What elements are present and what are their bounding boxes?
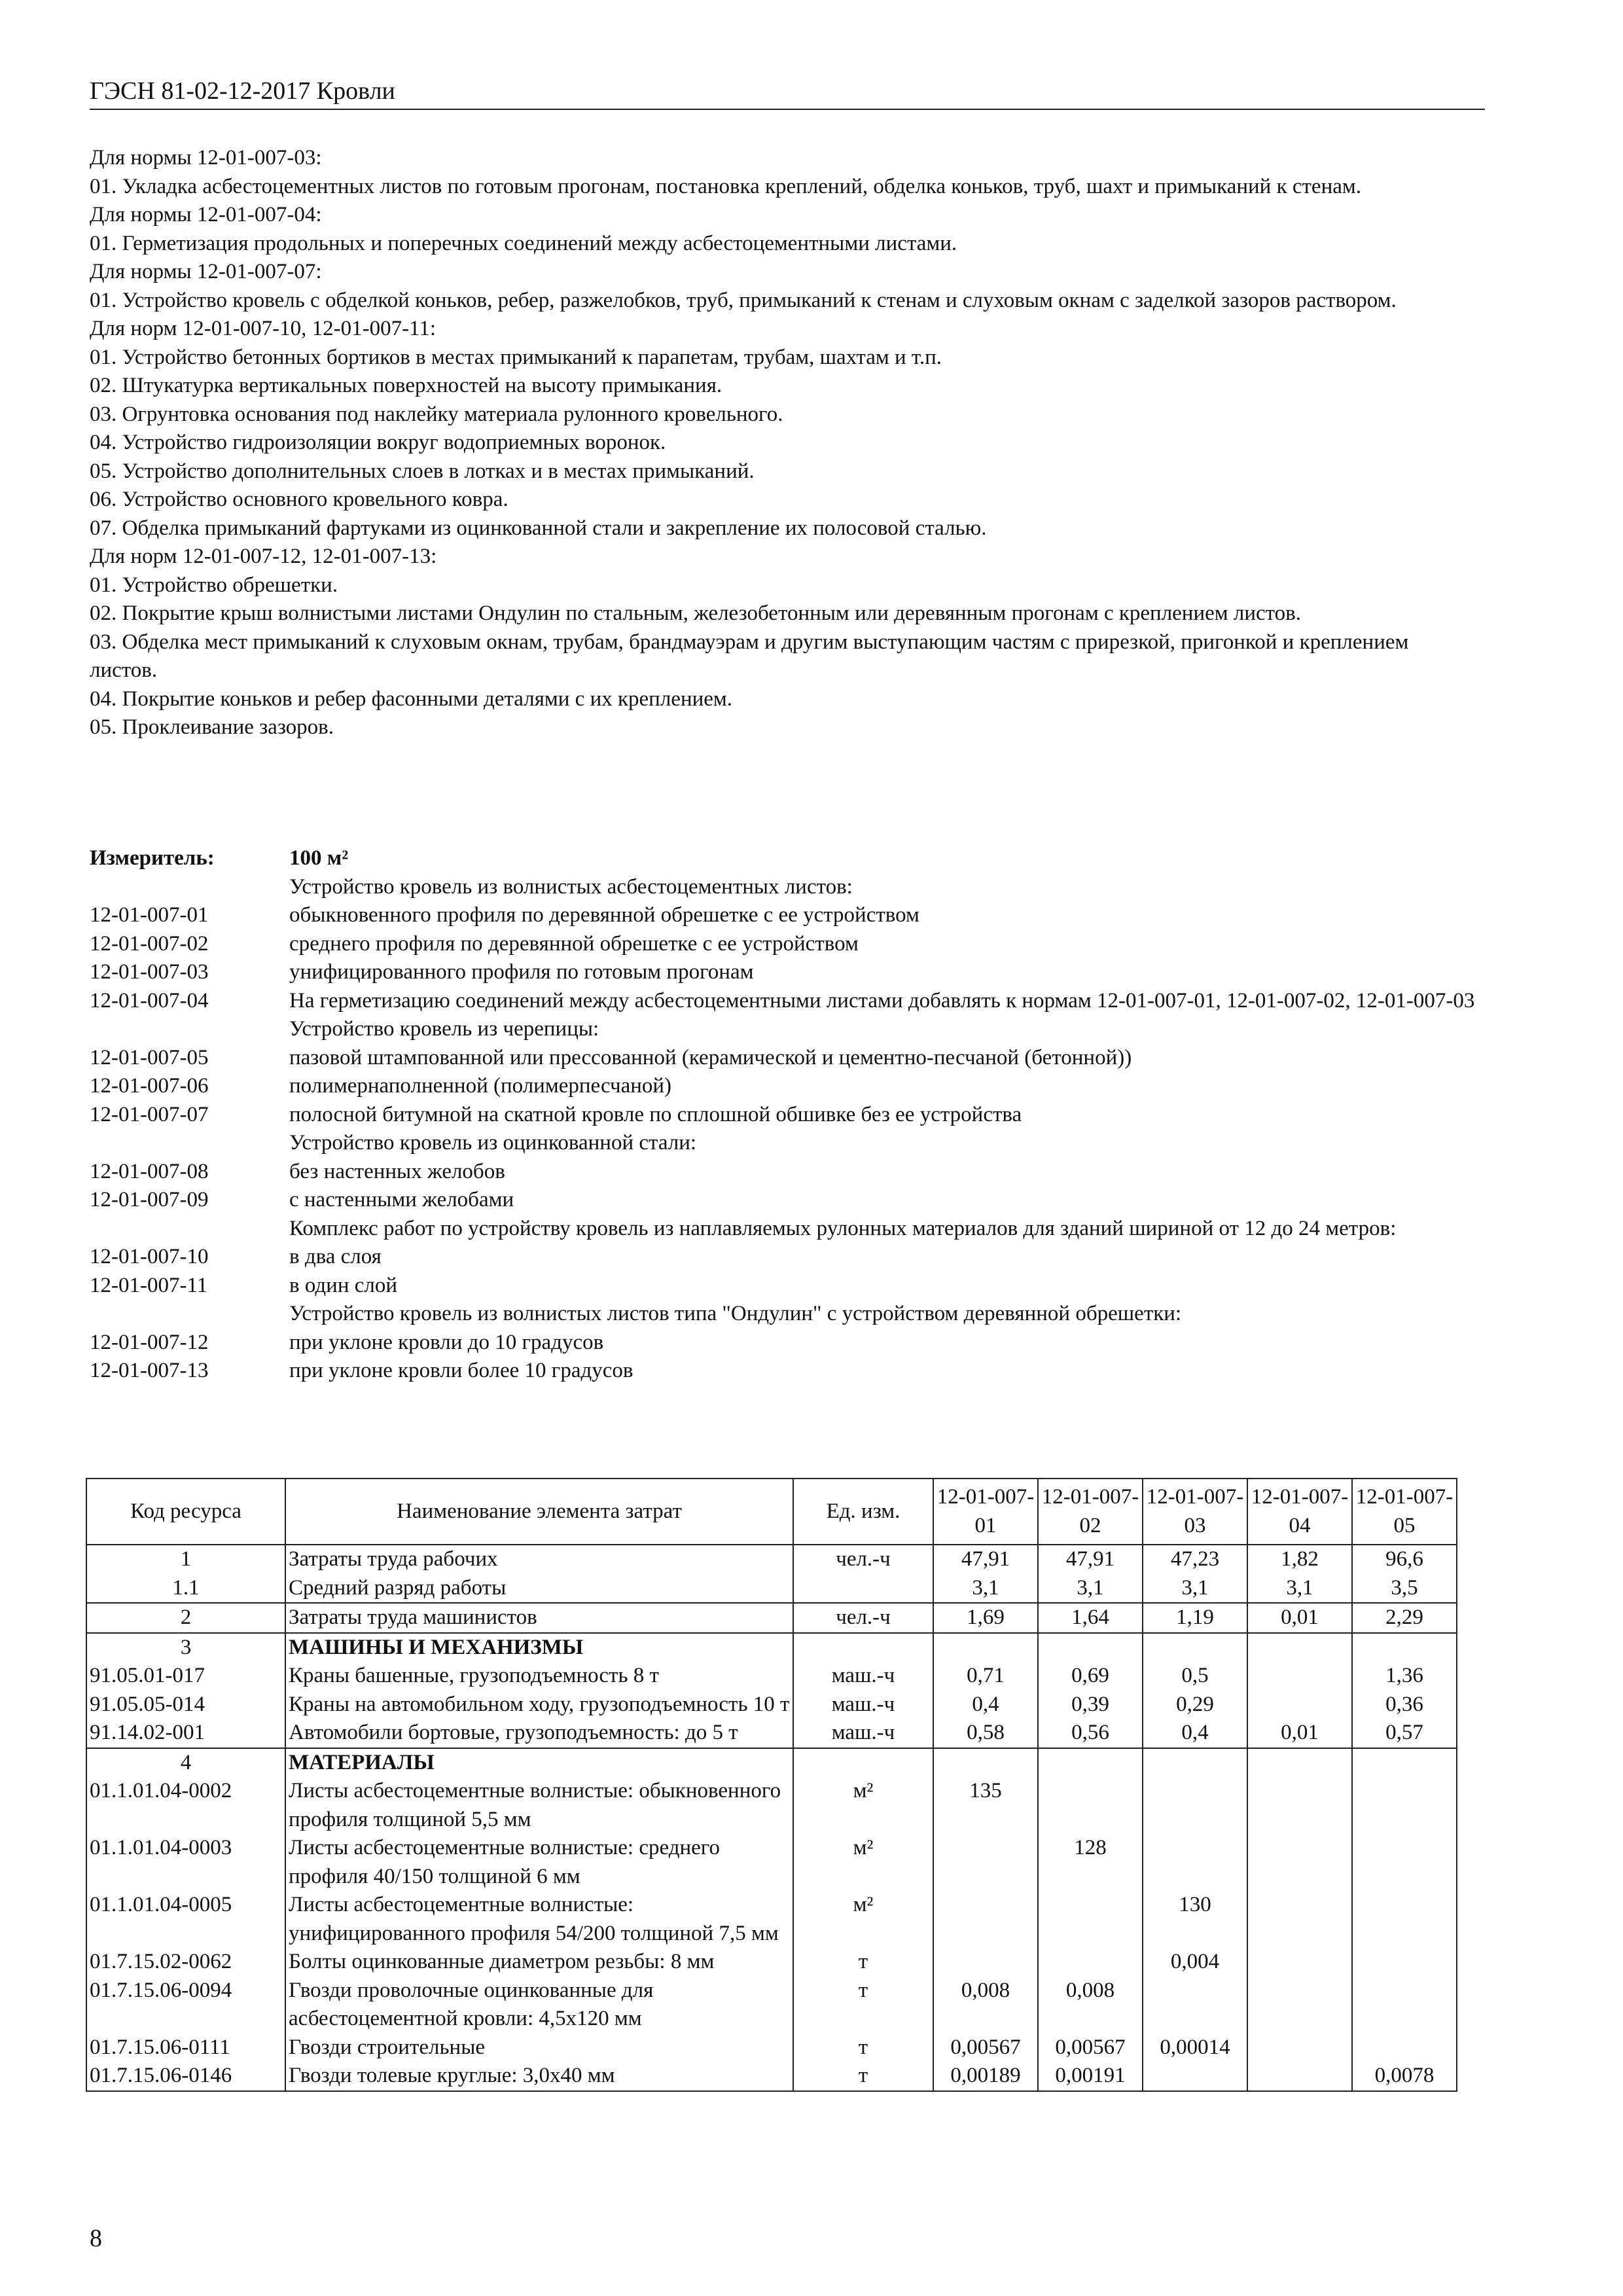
norm-description: Устройство кровель из волнистых асбестоцементных листов:	[289, 874, 853, 899]
table-row	[86, 1891, 1457, 1948]
note-line: 05. Проклеивание зазоров.	[90, 715, 334, 739]
resource-code: 4	[86, 1748, 285, 1778]
table-row	[86, 1777, 1457, 1834]
norm-code: 12-01-007-07	[90, 1102, 209, 1126]
resource-unit: м²	[793, 1834, 933, 1891]
norm-value-05	[1352, 1777, 1457, 1834]
resource-name: Болты оцинкованные диаметром резьбы: 8 мм	[285, 1948, 793, 1977]
norm-value-01: 3,1	[933, 1574, 1038, 1604]
norm-value-02: 0,00191	[1038, 2062, 1143, 2091]
resource-name: Средний разряд работы	[285, 1574, 793, 1604]
measure-unit: 100 м²	[289, 846, 349, 870]
note-line: Для нормы 12-01-007-04:	[90, 203, 322, 226]
resource-unit: т	[793, 2062, 933, 2091]
table-row	[86, 1719, 1457, 1748]
header-norm-03: 12-01-007-03	[1143, 1479, 1247, 1545]
norm-code: 12-01-007-06	[90, 1074, 209, 1098]
norm-row	[90, 1044, 1480, 1073]
norm-row	[90, 1215, 1480, 1244]
note-line: Для норм 12-01-007-12, 12-01-007-13:	[90, 545, 437, 568]
resource-name: Гвозди строительные	[285, 2034, 793, 2062]
norm-value-04	[1247, 2034, 1352, 2062]
note-line: 03. Огрунтовка основания под наклейку материала рулонного кровельного.	[90, 402, 783, 426]
header-unit: Ед. изм.	[793, 1479, 933, 1545]
norm-value-01: 135	[933, 1777, 1038, 1834]
norm-value-01: 0,71	[933, 1662, 1038, 1691]
norm-value-05	[1352, 1748, 1457, 1778]
resource-code: 01.7.15.06-0094	[86, 1977, 285, 2034]
norm-value-03: 0,29	[1143, 1691, 1247, 1719]
norm-value-03: 1,19	[1143, 1603, 1247, 1633]
norm-value-02	[1038, 1748, 1143, 1778]
norm-value-03: 0,00014	[1143, 2034, 1247, 2062]
resource-name: Гвозди толевые круглые: 3,0х40 мм	[285, 2062, 793, 2091]
resource-code: 2	[86, 1603, 285, 1633]
note-line: 04. Покрытие коньков и ребер фасонными деталями с их креплением.	[90, 687, 733, 711]
resource-unit: т	[793, 1948, 933, 1977]
norm-row	[90, 1101, 1480, 1130]
header-name: Наименование элемента затрат	[285, 1479, 793, 1545]
norm-code	[90, 1300, 289, 1329]
table-header-row	[86, 1479, 1457, 1545]
resource-unit	[793, 1574, 933, 1604]
norm-description: полосной битумной на скатной кровле по сплошной обшивке без ее устройства	[289, 1102, 1022, 1126]
resource-name: МАТЕРИАЛЫ	[285, 1748, 793, 1778]
resource-code: 01.1.01.04-0003	[86, 1834, 285, 1891]
note-line: 06. Устройство основного кровельного ковра.	[90, 488, 508, 511]
norm-list	[90, 873, 1480, 1386]
norm-value-05	[1352, 2034, 1457, 2062]
norm-value-01: 0,58	[933, 1719, 1038, 1748]
norm-value-04	[1247, 1691, 1352, 1719]
norm-value-01	[933, 1633, 1038, 1662]
measurement-section	[90, 844, 1480, 1386]
norm-value-04: 0,01	[1247, 1719, 1352, 1748]
table-row	[86, 1574, 1457, 1604]
note-line: Для норм 12-01-007-10, 12-01-007-11:	[90, 317, 437, 340]
resource-name: Затраты труда машинистов	[285, 1603, 793, 1633]
resource-unit	[793, 1633, 933, 1662]
norm-row	[90, 1186, 1480, 1215]
measure-unit-row	[90, 844, 1480, 873]
resource-code: 01.7.15.06-0111	[86, 2034, 285, 2062]
resource-code: 91.05.01-017	[86, 1662, 285, 1691]
resource-table	[86, 1478, 1457, 2092]
norm-value-05: 2,29	[1352, 1603, 1457, 1633]
norm-value-04: 1,82	[1247, 1545, 1352, 1574]
norm-description: На герметизацию соединений между асбестоцементными листами добавлять к нормам 12-01-007-01, 12-01-007-02, 12-01-007-03	[289, 988, 1475, 1013]
note-line: 07. Обделка примыканий фартуками из оцинкованной стали и закрепление их полосовой сталью.	[90, 516, 987, 540]
norm-value-05	[1352, 1977, 1457, 2034]
norm-value-03	[1143, 1748, 1247, 1778]
norm-value-01	[933, 1748, 1038, 1778]
resource-name: Краны башенные, грузоподъемность 8 т	[285, 1662, 793, 1691]
note-line: 05. Устройство дополнительных слоев в лотках и в местах примыканий.	[90, 459, 755, 483]
table-body	[86, 1545, 1457, 2091]
resource-unit: чел.-ч	[793, 1603, 933, 1633]
resource-name: Автомобили бортовые, грузоподъемность: до 5 т	[285, 1719, 793, 1748]
note-line: Для нормы 12-01-007-07:	[90, 260, 322, 283]
norm-value-05: 0,36	[1352, 1691, 1457, 1719]
norm-row	[90, 930, 1480, 959]
norm-value-04	[1247, 1633, 1352, 1662]
norm-description: унифицированного профиля по готовым прогонам	[289, 960, 754, 984]
table-row	[86, 1834, 1457, 1891]
norm-row	[90, 1243, 1480, 1272]
note-line: 04. Устройство гидроизоляции вокруг водоприемных воронок.	[90, 431, 666, 454]
norm-description: среднего профиля по деревянной обрешетке с ее устройством	[289, 931, 859, 956]
norm-value-02: 0,008	[1038, 1977, 1143, 2034]
resource-unit: м²	[793, 1777, 933, 1834]
resource-name: Листы асбестоцементные волнистые: унифицированного профиля 54/200 толщиной 7,5 мм	[285, 1891, 793, 1948]
table-row	[86, 2034, 1457, 2062]
norm-value-02: 0,56	[1038, 1719, 1143, 1748]
norm-value-01: 0,00189	[933, 2062, 1038, 2091]
norm-row	[90, 1357, 1480, 1386]
header-norm-01: 12-01-007-01	[933, 1479, 1038, 1545]
note-line: 01. Герметизация продольных и поперечных соединений между асбестоцементными листами.	[90, 231, 957, 255]
norm-value-01	[933, 1891, 1038, 1948]
norm-value-03	[1143, 1777, 1247, 1834]
norm-value-02	[1038, 1633, 1143, 1662]
note-line: 02. Покрытие крыш волнистыми листами Ондулин по стальным, железобетонным или деревянным прогонам с креплением листов.	[90, 601, 1301, 625]
norm-value-03: 0,4	[1143, 1719, 1247, 1748]
norm-code: 12-01-007-04	[90, 988, 209, 1013]
norm-description: в один слой	[289, 1273, 398, 1297]
norm-code: 12-01-007-03	[90, 960, 209, 984]
header-code: Код ресурса	[86, 1479, 285, 1545]
resource-unit: м²	[793, 1891, 933, 1948]
table-row	[86, 1977, 1457, 2034]
norm-code	[90, 873, 289, 902]
resource-unit: т	[793, 2034, 933, 2062]
norm-description: Устройство кровель из волнистых листов типа "Ондулин" с устройством деревянной обрешетки:	[289, 1302, 1182, 1325]
norm-value-05: 96,6	[1352, 1545, 1457, 1574]
norm-code: 12-01-007-10	[90, 1245, 209, 1268]
norm-value-05	[1352, 1948, 1457, 1977]
norm-value-03: 0,004	[1143, 1948, 1247, 1977]
norm-row	[90, 1015, 1480, 1044]
norm-description: пазовой штампованной или прессованной (керамической и цементно-песчаной (бетонной))	[289, 1045, 1132, 1069]
norm-description: с настенными желобами	[289, 1188, 514, 1211]
norm-code: 12-01-007-11	[90, 1273, 208, 1297]
resource-code: 1.1	[86, 1574, 285, 1604]
page-number: 8	[90, 2225, 102, 2252]
work-composition-notes	[90, 144, 1480, 742]
norm-value-03	[1143, 1633, 1247, 1662]
resource-code: 3	[86, 1633, 285, 1662]
norm-code: 12-01-007-13	[90, 1359, 209, 1382]
norm-row	[90, 958, 1480, 987]
norm-row	[90, 873, 1480, 902]
norm-value-02: 47,91	[1038, 1545, 1143, 1574]
norm-value-01: 47,91	[933, 1545, 1038, 1574]
norm-value-03: 0,5	[1143, 1662, 1247, 1691]
norm-value-05: 3,5	[1352, 1574, 1457, 1604]
norm-code: 12-01-007-01	[90, 903, 209, 927]
resource-code: 91.14.02-001	[86, 1719, 285, 1748]
norm-description: обыкновенного профиля по деревянной обрешетке с ее устройством	[289, 903, 919, 927]
norm-value-05	[1352, 1891, 1457, 1948]
norm-value-03: 130	[1143, 1891, 1247, 1948]
table-row	[86, 1948, 1457, 1977]
norm-description: полимернаполненной (полимерпесчаной)	[289, 1074, 672, 1098]
norm-code: 12-01-007-02	[90, 931, 209, 956]
norm-value-01: 0,00567	[933, 2034, 1038, 2062]
resource-unit: маш.-ч	[793, 1719, 933, 1748]
norm-description: Комплекс работ по устройству кровель из наплавляемых рулонных материалов для зданий шириной от 12 до 24 метров:	[289, 1216, 1397, 1240]
resource-name: Краны на автомобильном ходу, грузоподъемность 10 т	[285, 1691, 793, 1719]
norm-description: Устройство кровель из черепицы:	[289, 1017, 599, 1041]
resource-code: 01.1.01.04-0005	[86, 1891, 285, 1948]
norm-code: 12-01-007-05	[90, 1045, 209, 1069]
resource-unit: маш.-ч	[793, 1691, 933, 1719]
norm-row	[90, 1329, 1480, 1357]
norm-value-02: 1,64	[1038, 1603, 1143, 1633]
norm-value-04: 0,01	[1247, 1603, 1352, 1633]
norm-description: в два слоя	[289, 1245, 382, 1268]
resource-name: МАШИНЫ И МЕХАНИЗМЫ	[285, 1633, 793, 1662]
norm-value-04	[1247, 1948, 1352, 1977]
norm-code	[90, 1129, 289, 1158]
note-line: 01. Устройство кровель с обделкой коньков, ребер, разжелобков, труб, примыканий к стенам и слуховым окнам с заделкой зазоров раствором.	[90, 288, 1397, 312]
measure-label: Измеритель:	[90, 846, 215, 870]
norm-value-01: 0,008	[933, 1977, 1038, 2034]
table-row	[86, 1691, 1457, 1719]
norm-code: 12-01-007-09	[90, 1188, 209, 1211]
norm-code: 12-01-007-08	[90, 1159, 209, 1183]
norm-description: при уклоне кровли более 10 градусов	[289, 1359, 633, 1382]
note-line: 02. Штукатурка вертикальных поверхностей на высоту примыкания.	[90, 374, 722, 397]
norm-value-04: 3,1	[1247, 1574, 1352, 1604]
note-line: 01. Укладка асбестоцементных листов по готовым прогонам, постановка креплений, обделка коньков, труб, шахт и примыканий к стенам.	[90, 174, 1362, 198]
resource-unit	[793, 1748, 933, 1778]
resource-unit: т	[793, 1977, 933, 2034]
norm-row	[90, 1129, 1480, 1158]
resource-code: 1	[86, 1545, 285, 1574]
resource-name: Гвозди проволочные оцинкованные для асбестоцементной кровли: 4,5х120 мм	[285, 1977, 793, 2034]
norm-value-05	[1352, 1834, 1457, 1891]
norm-value-03: 47,23	[1143, 1545, 1247, 1574]
norm-code	[90, 1215, 289, 1244]
norm-value-02: 3,1	[1038, 1574, 1143, 1604]
norm-value-05: 0,0078	[1352, 2062, 1457, 2091]
table-row	[86, 1603, 1457, 1633]
norm-row	[90, 1272, 1480, 1300]
resource-code: 91.05.05-014	[86, 1691, 285, 1719]
norm-value-02: 128	[1038, 1834, 1143, 1891]
header-norm-04: 12-01-007-04	[1247, 1479, 1352, 1545]
norm-value-01	[933, 1948, 1038, 1977]
norm-value-04	[1247, 1891, 1352, 1948]
table-row	[86, 1662, 1457, 1691]
norm-row	[90, 1158, 1480, 1187]
norm-description: без настенных желобов	[289, 1159, 505, 1183]
note-line: 01. Устройство обрешетки.	[90, 573, 338, 597]
resource-name: Листы асбестоцементные волнистые: среднего профиля 40/150 толщиной 6 мм	[285, 1834, 793, 1891]
header-rule	[90, 109, 1485, 110]
norm-value-03: 3,1	[1143, 1574, 1247, 1604]
resource-unit: чел.-ч	[793, 1545, 933, 1574]
norm-row	[90, 987, 1480, 1016]
norm-value-04	[1247, 1777, 1352, 1834]
note-line: Для нормы 12-01-007-03:	[90, 146, 322, 170]
table-row	[86, 2062, 1457, 2091]
table-row	[86, 1748, 1457, 1778]
resource-name: Затраты труда рабочих	[285, 1545, 793, 1574]
norm-value-05: 0,57	[1352, 1719, 1457, 1748]
norm-value-02: 0,39	[1038, 1691, 1143, 1719]
norm-value-05	[1352, 1633, 1457, 1662]
norm-value-02	[1038, 1948, 1143, 1977]
norm-row	[90, 1300, 1480, 1329]
norm-value-04	[1247, 1834, 1352, 1891]
norm-value-02	[1038, 1891, 1143, 1948]
norm-value-03	[1143, 2062, 1247, 2091]
norm-row	[90, 901, 1480, 930]
resource-name: Листы асбестоцементные волнистые: обыкновенного профиля толщиной 5,5 мм	[285, 1777, 793, 1834]
norm-value-04	[1247, 1662, 1352, 1691]
resource-code: 01.1.01.04-0002	[86, 1777, 285, 1834]
norm-value-05: 1,36	[1352, 1662, 1457, 1691]
header-norm-05: 12-01-007-05	[1352, 1479, 1457, 1545]
norm-value-03	[1143, 1977, 1247, 2034]
norm-description: при уклоне кровли до 10 градусов	[289, 1330, 604, 1354]
norm-value-04	[1247, 1748, 1352, 1778]
norm-value-02	[1038, 1777, 1143, 1834]
norm-value-01: 0,4	[933, 1691, 1038, 1719]
table-row	[86, 1545, 1457, 1574]
norm-value-01: 1,69	[933, 1603, 1038, 1633]
norm-code: 12-01-007-12	[90, 1330, 209, 1354]
norm-value-02: 0,69	[1038, 1662, 1143, 1691]
norm-value-04	[1247, 2062, 1352, 2091]
note-line: 01. Устройство бетонных бортиков в местах примыканий к парапетам, трубам, шахтам и т.п.	[90, 345, 942, 369]
note-line: 03. Обделка мест примыканий к слуховым окнам, трубам, брандмауэрам и другим выступающим частям с прирезкой, пригонкой и креплением листов.	[90, 630, 1409, 682]
norm-code	[90, 1015, 289, 1044]
norm-value-03	[1143, 1834, 1247, 1891]
norm-value-04	[1247, 1977, 1352, 2034]
resource-code: 01.7.15.06-0146	[86, 2062, 285, 2091]
norm-value-01	[933, 1834, 1038, 1891]
norm-value-02: 0,00567	[1038, 2034, 1143, 2062]
norm-row	[90, 1072, 1480, 1101]
norm-description: Устройство кровель из оцинкованной стали:	[289, 1131, 697, 1155]
table-row	[86, 1633, 1457, 1662]
resource-unit: маш.-ч	[793, 1662, 933, 1691]
header-norm-02: 12-01-007-02	[1038, 1479, 1143, 1545]
running-header-title: ГЭСН 81-02-12-2017 Кровли	[90, 77, 395, 105]
resource-code: 01.7.15.02-0062	[86, 1948, 285, 1977]
